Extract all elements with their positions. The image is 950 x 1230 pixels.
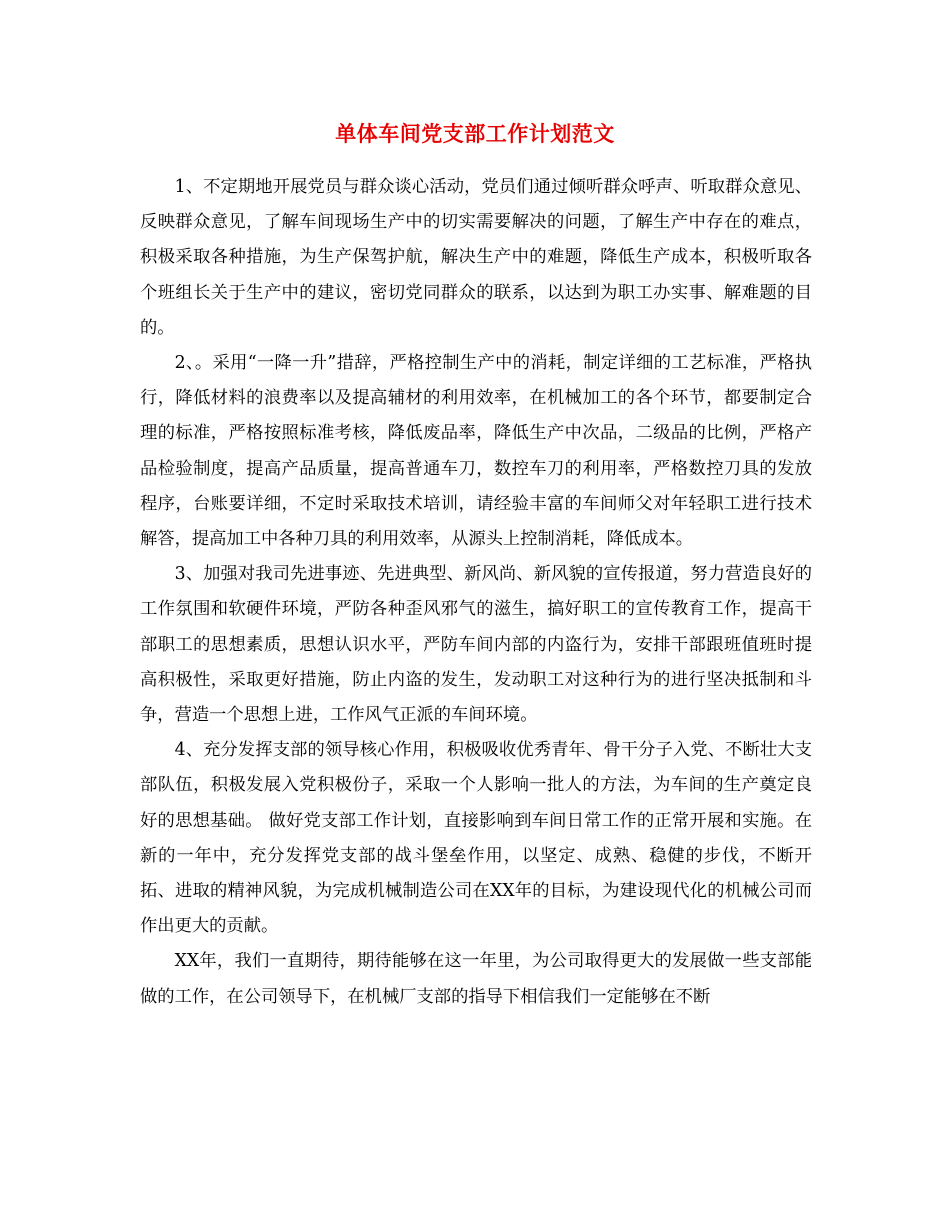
document-title: 单体车间党支部工作计划范文	[335, 122, 615, 146]
paragraph-1: 1、不定期地开展党员与群众谈心活动，党员们通过倾听群众呼声、听取群众意见、反映群众意见，了解车间现场生产中的切实需要解决的问题，了解生产中存在的难点，积极采取各种措施，为生产保驾护航，解决生产中的难题，降低生产成本，积极听取各个班组长关于生产中的建议，密切党同群众的联系，以达到为职工办实事、解难题的目的。	[140, 177, 812, 338]
paragraph-3: 3、加强对我司先进事迹、先进典型、新风尚、新风貌的宣传报道，努力营造良好的工作氛围和软硬件环境，严防各种歪风邪气的滋生，搞好职工的宣传教育工作，提高干部职工的思想素质，思想认识水平，严防车间内部的内盗行为，安排干部跟班值班时提高积极性，采取更好措施，防止内盗的发生，发动职工对这种行为的进行坚决抵制和斗争，营造一个思想上进，工作风气正派的车间环境。	[140, 564, 812, 726]
document-body	[140, 170, 812, 1015]
paragraph-5: XX年，我们一直期待，期待能够在这一年里，为公司取得更大的发展做一些支部能做的工作，在公司领导下，在机械厂支部的指导下相信我们一定能够在不断	[140, 951, 812, 1007]
paragraph-2: 2、。采用“一降一升”措辞，严格控制生产中的消耗，制定详细的工艺标准，严格执行，降低材料的浪费率以及提高辅材的利用效率，在机械加工的各个环节，都要制定合理的标准，严格按照标准考核，降低废品率，降低生产中次品，二级品的比例，严格产品检验制度，提高产品质量，提高普通车刀，数控车刀的利用率，严格数控刀具的发放程序，台账要详细，不定时采取技术培训，请经验丰富的车间师父对年轻职工进行技术解答，提高加工中各种刀具的利用效率，从源头上控制消耗，降低成本。	[140, 353, 812, 550]
paragraph-4: 4、充分发挥支部的领导核心作用，积极吸收优秀青年、骨干分子入党、不断壮大支部队伍，积极发展入党积极份子，采取一个人影响一批人的方法，为车间的生产奠定良好的思想基础。 做好党支部工作计划，直接影响到车间日常工作的正常开展和实施。在新的一年中，充分发挥党支部的战斗堡垒作用，以坚定、成熟、稳健的步伐，不断开拓、进取的精神风貌，为完成机械制造公司在XX年的目标，为建设现代化的机械公司而作出更大的贡献。	[140, 740, 812, 937]
